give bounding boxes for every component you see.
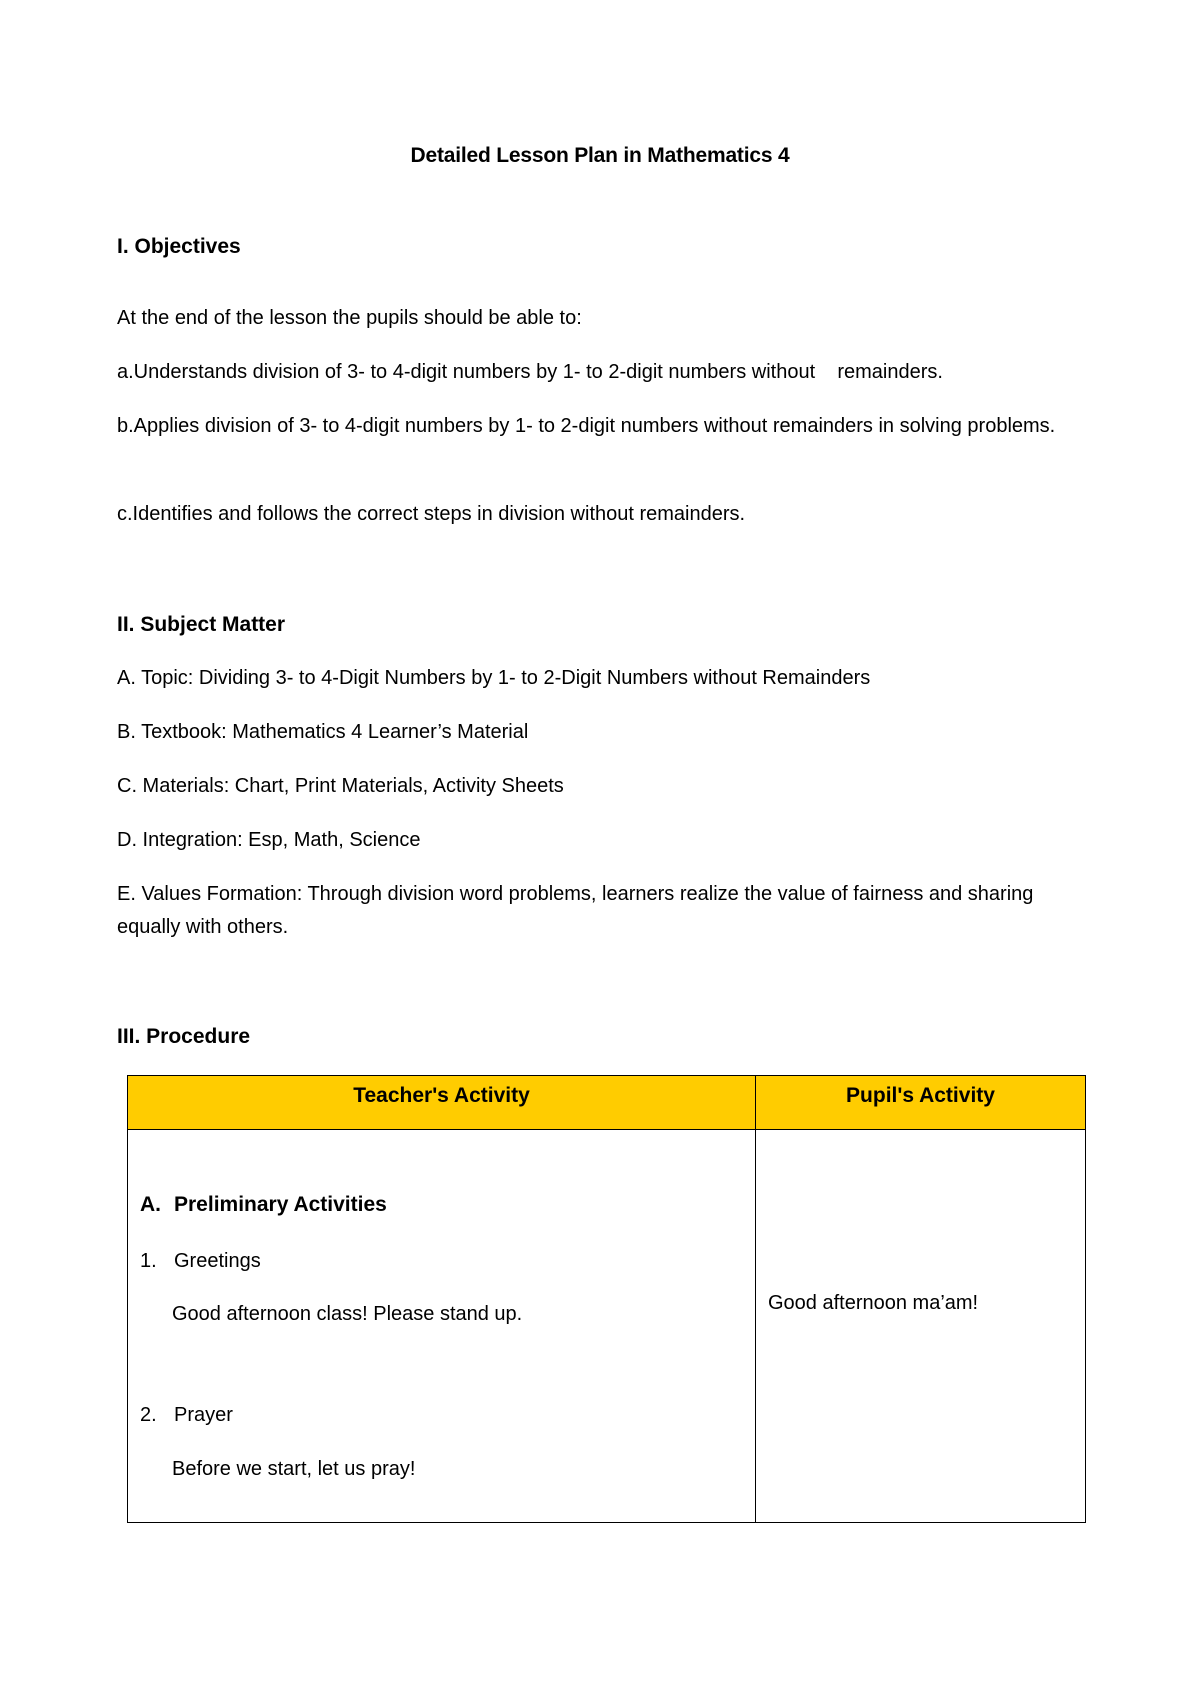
prayer-text: Before we start, let us pray!: [172, 1458, 416, 1480]
subject-matter-heading: II. Subject Matter: [117, 613, 286, 636]
pupil-activity-cell: [756, 1130, 1086, 1523]
step-number: 1.: [140, 1250, 157, 1272]
step-number: 2.: [140, 1404, 157, 1426]
subject-matter-integration: D. Integration: Esp, Math, Science: [117, 829, 421, 851]
pupil-activity-header: Pupil's Activity: [756, 1076, 1086, 1130]
pupil-response: Good afternoon ma’am!: [768, 1292, 979, 1314]
procedure-table: [127, 1075, 1086, 1523]
objectives-heading: I. Objectives: [117, 235, 241, 258]
objectives-intro: At the end of the lesson the pupils should be able to:: [117, 307, 582, 329]
subject-matter-materials: C. Materials: Chart, Print Materials, Activity Sheets: [117, 775, 564, 797]
greetings-text: Good afternoon class! Please stand up.: [172, 1303, 523, 1325]
step-label: Greetings: [174, 1250, 261, 1272]
step-label: Prayer: [174, 1404, 233, 1426]
prayer-step: [140, 1400, 233, 1430]
objective-item-a: a.Understands division of 3- to 4-digit numbers by 1- to 2-digit numbers without remainders.: [117, 361, 943, 383]
teacher-activity-cell: [128, 1130, 756, 1523]
table-header-row: [128, 1076, 1086, 1130]
procedure-heading: III. Procedure: [117, 1025, 251, 1048]
preliminary-activities-heading: [140, 1190, 387, 1220]
section-title: Preliminary Activities: [174, 1193, 387, 1216]
teacher-activity-header: Teacher's Activity: [128, 1076, 756, 1130]
table-row: [128, 1130, 1086, 1523]
subject-matter-topic: A. Topic: Dividing 3- to 4-Digit Numbers by 1- to 2-Digit Numbers without Remainders: [117, 667, 871, 689]
section-marker: A.: [140, 1193, 161, 1216]
objective-item-c: c.Identifies and follows the correct steps in division without remainders.: [117, 503, 746, 525]
subject-matter-textbook: B. Textbook: Mathematics 4 Learner’s Material: [117, 721, 529, 743]
subject-matter-values: E. Values Formation: Through division word problems, learners realize the value of fairness and sharing equally with others.: [117, 883, 1034, 938]
objective-item-b: b.Applies division of 3- to 4-digit numbers by 1- to 2-digit numbers without remainders in solving problems.: [117, 415, 1056, 437]
greetings-step: [140, 1246, 261, 1276]
document-title: Detailed Lesson Plan in Mathematics 4: [410, 144, 790, 167]
